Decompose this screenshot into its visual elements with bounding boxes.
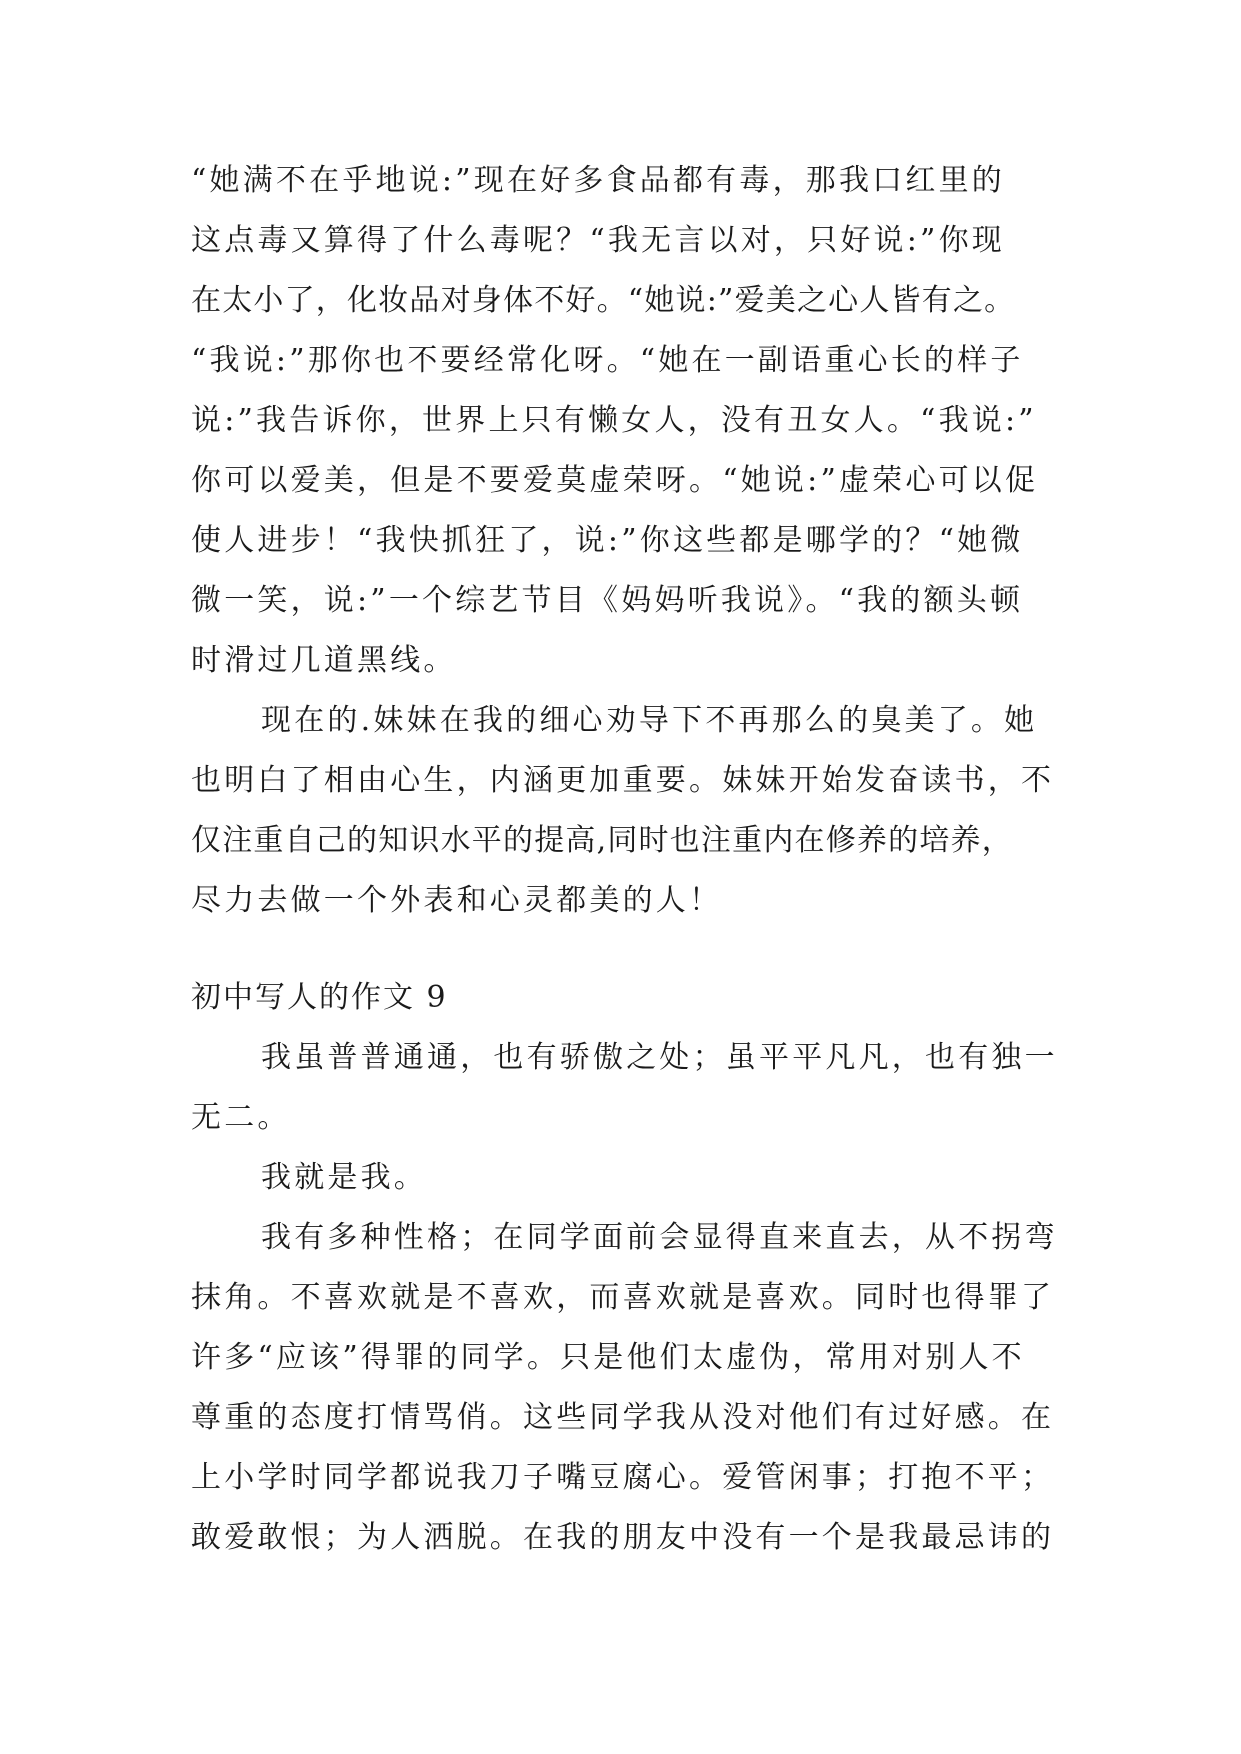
paragraph-line: “她满不在乎地说:”现在好多食品都有毒，那我口红里的 (191, 163, 1005, 198)
paragraph-line: 仅注重自己的知识水平的提高,同时也注重内在修养的培养， (191, 823, 1013, 858)
paragraph-line: 现在的.妹妹在我的细心劝导下不再那么的臭美了。她 (261, 703, 1038, 738)
paragraph-line: 敢爱敢恨；为人洒脱。在我的朋友中没有一个是我最忌讳的 (191, 1520, 1055, 1555)
paragraph-line: 尊重的态度打情骂俏。这些同学我从没对他们有过好感。在 (191, 1400, 1055, 1435)
paragraph-line: 许多“应该”得罪的同学。只是他们太虚伪，常用对别人不 (191, 1340, 1025, 1375)
paragraph-line: 无二。 (191, 1100, 291, 1135)
paragraph-line: 尽力去做一个外表和心灵都美的人！ (191, 883, 723, 918)
paragraph-line: 在太小了，化妆品对身体不好。“她说:”爱美之心人皆有之。 (191, 283, 1016, 318)
paragraph-line: 说:”我告诉你，世界上只有懒女人，没有丑女人。“我说:” (191, 403, 1037, 438)
paragraph-line: 也明白了相由心生，内涵更加重要。妹妹开始发奋读书，不 (191, 763, 1055, 798)
paragraph-line: 我有多种性格；在同学面前会显得直来直去，从不拐弯 (261, 1220, 1058, 1255)
paragraph-line: 抹角。不喜欢就是不喜欢，而喜欢就是喜欢。同时也得罪了 (191, 1280, 1055, 1315)
essay-heading: 初中写人的作文 9 (191, 980, 448, 1015)
paragraph-line: 你可以爱美，但是不要爱莫虚荣呀。“她说:”虚荣心可以促 (191, 463, 1039, 498)
paragraph-line: 上小学时同学都说我刀子嘴豆腐心。爱管闲事；打抱不平； (191, 1460, 1055, 1495)
paragraph-line: 我就是我。 (261, 1160, 427, 1195)
paragraph-line: 微一笑，说:”一个综艺节目《妈妈听我说》。“我的额头顿 (191, 583, 1024, 618)
paragraph-line: 时滑过几道黑线。 (191, 643, 457, 678)
paragraph-line: “我说:”那你也不要经常化呀。“她在一副语重心长的样子 (191, 343, 1024, 378)
paragraph-line: 使人进步！“我快抓狂了，说:”你这些都是哪学的？“她微 (191, 523, 1024, 558)
paragraph-line: 我虽普普通通，也有骄傲之处；虽平平凡凡，也有独一 (261, 1040, 1058, 1075)
paragraph-line: 这点毒又算得了什么毒呢？“我无言以对，只好说:”你现 (191, 223, 1005, 258)
